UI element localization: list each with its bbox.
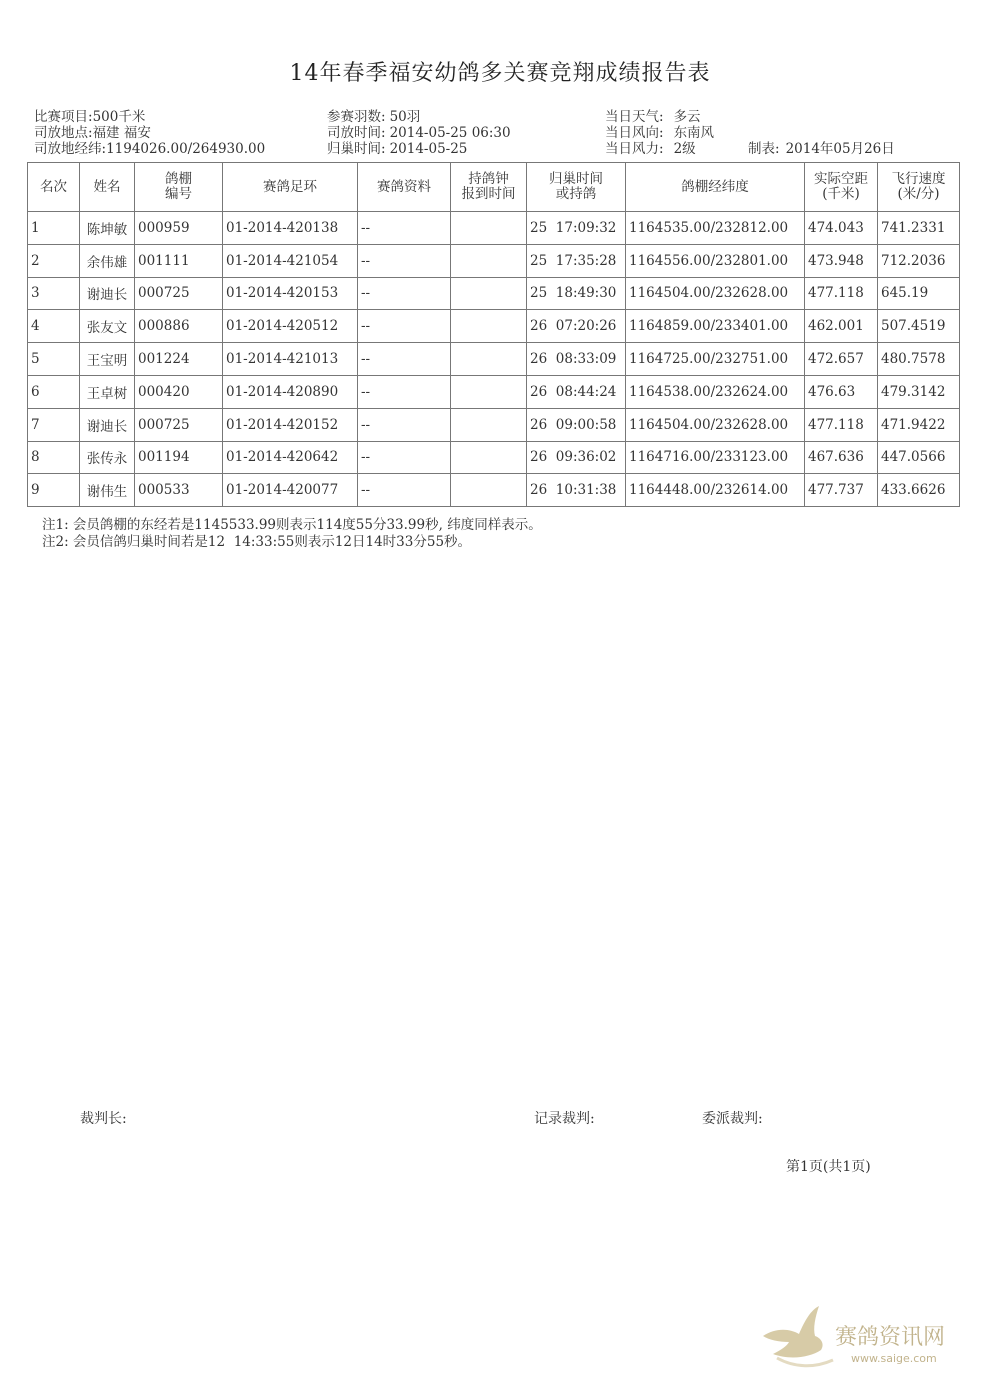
cell-rank: 5 bbox=[28, 343, 80, 376]
cell-loft: 001111 bbox=[135, 244, 223, 277]
table-row bbox=[28, 343, 960, 376]
cell-ring: 01-2014-421013 bbox=[223, 343, 358, 376]
cell-arrival: 25 17:09:32 bbox=[527, 212, 626, 245]
cell-info: -- bbox=[358, 212, 451, 245]
release-time-info bbox=[327, 125, 511, 141]
cell-arrival: 26 08:44:24 bbox=[527, 375, 626, 408]
release-site-label: 司放地点: bbox=[34, 125, 93, 141]
cell-name: 余伟雄 bbox=[80, 244, 135, 277]
col-header-ring: 赛鸽足环 bbox=[223, 163, 358, 212]
table-row bbox=[28, 375, 960, 408]
cell-ring: 01-2014-420152 bbox=[223, 408, 358, 441]
event-label: 比赛项目: bbox=[34, 109, 93, 125]
entries-value: 50羽 bbox=[389, 109, 421, 125]
col-header-coords: 鸽棚经纬度 bbox=[626, 163, 805, 212]
cell-clock bbox=[451, 310, 527, 343]
entries-info bbox=[327, 109, 420, 125]
cell-info: -- bbox=[358, 441, 451, 474]
cell-arrival: 26 08:33:09 bbox=[527, 343, 626, 376]
event-value: 500千米 bbox=[92, 109, 146, 125]
cell-speed: 471.9422 bbox=[878, 408, 960, 441]
cell-info: -- bbox=[358, 277, 451, 310]
cell-speed: 507.4519 bbox=[878, 310, 960, 343]
cell-loft: 000725 bbox=[135, 408, 223, 441]
cell-info: -- bbox=[358, 244, 451, 277]
cell-clock bbox=[451, 277, 527, 310]
release-time-value: 2014-05-25 06:30 bbox=[389, 125, 511, 141]
cell-speed: 645.19 bbox=[878, 277, 960, 310]
cell-speed: 480.7578 bbox=[878, 343, 960, 376]
weather-value: 多云 bbox=[673, 109, 701, 125]
cell-arrival: 25 18:49:30 bbox=[527, 277, 626, 310]
cell-coords: 1164448.00/232614.00 bbox=[626, 474, 805, 507]
cell-ring: 01-2014-420077 bbox=[223, 474, 358, 507]
col-header-arrival: 归巢时间 或持鸽 bbox=[527, 163, 626, 212]
cell-clock bbox=[451, 408, 527, 441]
wind-force-value: 2级 bbox=[673, 141, 696, 157]
cell-arrival: 26 07:20:26 bbox=[527, 310, 626, 343]
col-header-info: 赛鸽资料 bbox=[358, 163, 451, 212]
cell-loft: 000533 bbox=[135, 474, 223, 507]
cell-distance: 472.657 bbox=[805, 343, 878, 376]
cell-coords: 1164859.00/233401.00 bbox=[626, 310, 805, 343]
cell-speed: 433.6626 bbox=[878, 474, 960, 507]
notes bbox=[42, 517, 542, 551]
cell-ring: 01-2014-420642 bbox=[223, 441, 358, 474]
made-date-info bbox=[748, 141, 895, 157]
cell-distance: 477.737 bbox=[805, 474, 878, 507]
col-header-loft: 鸽棚 编号 bbox=[135, 163, 223, 212]
table-row bbox=[28, 408, 960, 441]
cell-speed: 479.3142 bbox=[878, 375, 960, 408]
wind-direction-value: 东南风 bbox=[673, 125, 715, 141]
cell-info: -- bbox=[358, 375, 451, 408]
cell-ring: 01-2014-421054 bbox=[223, 244, 358, 277]
page-title: 14年春季福安幼鸽多关赛竞翔成绩报告表 bbox=[289, 61, 711, 86]
cell-loft: 000420 bbox=[135, 375, 223, 408]
weather-info bbox=[605, 109, 701, 125]
table-row bbox=[28, 277, 960, 310]
weather-label: 当日天气: bbox=[605, 109, 664, 125]
cell-loft: 000725 bbox=[135, 277, 223, 310]
cell-speed: 447.0566 bbox=[878, 441, 960, 474]
table-row bbox=[28, 441, 960, 474]
cell-distance: 473.948 bbox=[805, 244, 878, 277]
cell-rank: 1 bbox=[28, 212, 80, 245]
cell-rank: 7 bbox=[28, 408, 80, 441]
cell-coords: 1164716.00/233123.00 bbox=[626, 441, 805, 474]
release-coords-info bbox=[34, 141, 265, 157]
made-date-value: 2014年05月26日 bbox=[785, 141, 895, 157]
cell-ring: 01-2014-420890 bbox=[223, 375, 358, 408]
col-header-speed: 飞行速度 (米/分) bbox=[878, 163, 960, 212]
cell-name: 谢伟生 bbox=[80, 474, 135, 507]
entries-label: 参赛羽数: bbox=[327, 109, 386, 125]
cell-loft: 000959 bbox=[135, 212, 223, 245]
made-date-label: 制表: bbox=[748, 141, 780, 157]
pigeon-logo-icon bbox=[755, 1298, 985, 1378]
cell-clock bbox=[451, 244, 527, 277]
return-time-label: 归巢时间: bbox=[327, 141, 386, 157]
wind-force-label: 当日风力: bbox=[605, 141, 664, 157]
release-time-label: 司放时间: bbox=[327, 125, 386, 141]
cell-rank: 9 bbox=[28, 474, 80, 507]
cell-arrival: 26 10:31:38 bbox=[527, 474, 626, 507]
cell-clock bbox=[451, 343, 527, 376]
cell-rank: 3 bbox=[28, 277, 80, 310]
cell-rank: 8 bbox=[28, 441, 80, 474]
cell-name: 王卓树 bbox=[80, 375, 135, 408]
table-row bbox=[28, 474, 960, 507]
cell-loft: 000886 bbox=[135, 310, 223, 343]
cell-distance: 467.636 bbox=[805, 441, 878, 474]
cell-name: 张传永 bbox=[80, 441, 135, 474]
cell-loft: 001194 bbox=[135, 441, 223, 474]
cell-name: 谢迪长 bbox=[80, 277, 135, 310]
cell-coords: 1164504.00/232628.00 bbox=[626, 408, 805, 441]
note-2: 注2: 会员信鸽归巢时间若是12 14:33:55则表示12日14时33分55秒。 bbox=[42, 534, 472, 550]
table-row bbox=[28, 244, 960, 277]
watermark-text: 赛鸽资讯网 bbox=[835, 1325, 946, 1350]
page-number: 第1页(共1页) bbox=[786, 1159, 871, 1175]
event-info bbox=[34, 109, 145, 125]
cell-rank: 4 bbox=[28, 310, 80, 343]
cell-name: 王宝明 bbox=[80, 343, 135, 376]
assigned-judge-label: 委派裁判: bbox=[702, 1111, 763, 1127]
col-header-clock: 持鸽钟 报到时间 bbox=[451, 163, 527, 212]
watermark-url: www.saige.com bbox=[851, 1352, 937, 1365]
cell-clock bbox=[451, 474, 527, 507]
cell-clock bbox=[451, 375, 527, 408]
cell-clock bbox=[451, 441, 527, 474]
col-header-rank: 名次 bbox=[28, 163, 80, 212]
cell-info: -- bbox=[358, 343, 451, 376]
cell-rank: 2 bbox=[28, 244, 80, 277]
cell-ring: 01-2014-420153 bbox=[223, 277, 358, 310]
cell-name: 张友文 bbox=[80, 310, 135, 343]
cell-coords: 1164538.00/232624.00 bbox=[626, 375, 805, 408]
cell-distance: 477.118 bbox=[805, 408, 878, 441]
watermark bbox=[755, 1298, 985, 1378]
col-header-name: 姓名 bbox=[80, 163, 135, 212]
cell-rank: 6 bbox=[28, 375, 80, 408]
table-row bbox=[28, 212, 960, 245]
cell-info: -- bbox=[358, 474, 451, 507]
return-time-info bbox=[327, 141, 467, 157]
cell-arrival: 26 09:36:02 bbox=[527, 441, 626, 474]
wind-direction-label: 当日风向: bbox=[605, 125, 664, 141]
return-time-value: 2014-05-25 bbox=[389, 141, 468, 157]
table-header-row bbox=[28, 163, 960, 212]
cell-coords: 1164504.00/232628.00 bbox=[626, 277, 805, 310]
cell-name: 谢迪长 bbox=[80, 408, 135, 441]
table-row bbox=[28, 310, 960, 343]
cell-distance: 477.118 bbox=[805, 277, 878, 310]
cell-info: -- bbox=[358, 408, 451, 441]
cell-ring: 01-2014-420138 bbox=[223, 212, 358, 245]
cell-speed: 741.2331 bbox=[878, 212, 960, 245]
cell-distance: 476.63 bbox=[805, 375, 878, 408]
release-site-value: 福建 福安 bbox=[92, 125, 151, 141]
results-table bbox=[27, 162, 960, 507]
chief-judge-label: 裁判长: bbox=[80, 1111, 127, 1127]
cell-name: 陈坤敏 bbox=[80, 212, 135, 245]
cell-arrival: 26 09:00:58 bbox=[527, 408, 626, 441]
wind-force-info bbox=[605, 141, 696, 157]
wind-direction-info bbox=[605, 125, 714, 141]
cell-coords: 1164556.00/232801.00 bbox=[626, 244, 805, 277]
release-coords-value: 1194026.00/264930.00 bbox=[106, 141, 266, 157]
release-site-info bbox=[34, 125, 151, 141]
cell-distance: 462.001 bbox=[805, 310, 878, 343]
cell-loft: 001224 bbox=[135, 343, 223, 376]
cell-coords: 1164535.00/232812.00 bbox=[626, 212, 805, 245]
cell-clock bbox=[451, 212, 527, 245]
cell-ring: 01-2014-420512 bbox=[223, 310, 358, 343]
release-coords-label: 司放地经纬: bbox=[34, 141, 107, 157]
cell-speed: 712.2036 bbox=[878, 244, 960, 277]
cell-info: -- bbox=[358, 310, 451, 343]
col-header-distance: 实际空距 (千米) bbox=[805, 163, 878, 212]
cell-arrival: 25 17:35:28 bbox=[527, 244, 626, 277]
record-judge-label: 记录裁判: bbox=[534, 1111, 595, 1127]
note-1: 注1: 会员鸽棚的东经若是1145533.99则表示114度55分33.99秒, 纬度同样表示。 bbox=[42, 517, 542, 533]
cell-coords: 1164725.00/232751.00 bbox=[626, 343, 805, 376]
cell-distance: 474.043 bbox=[805, 212, 878, 245]
